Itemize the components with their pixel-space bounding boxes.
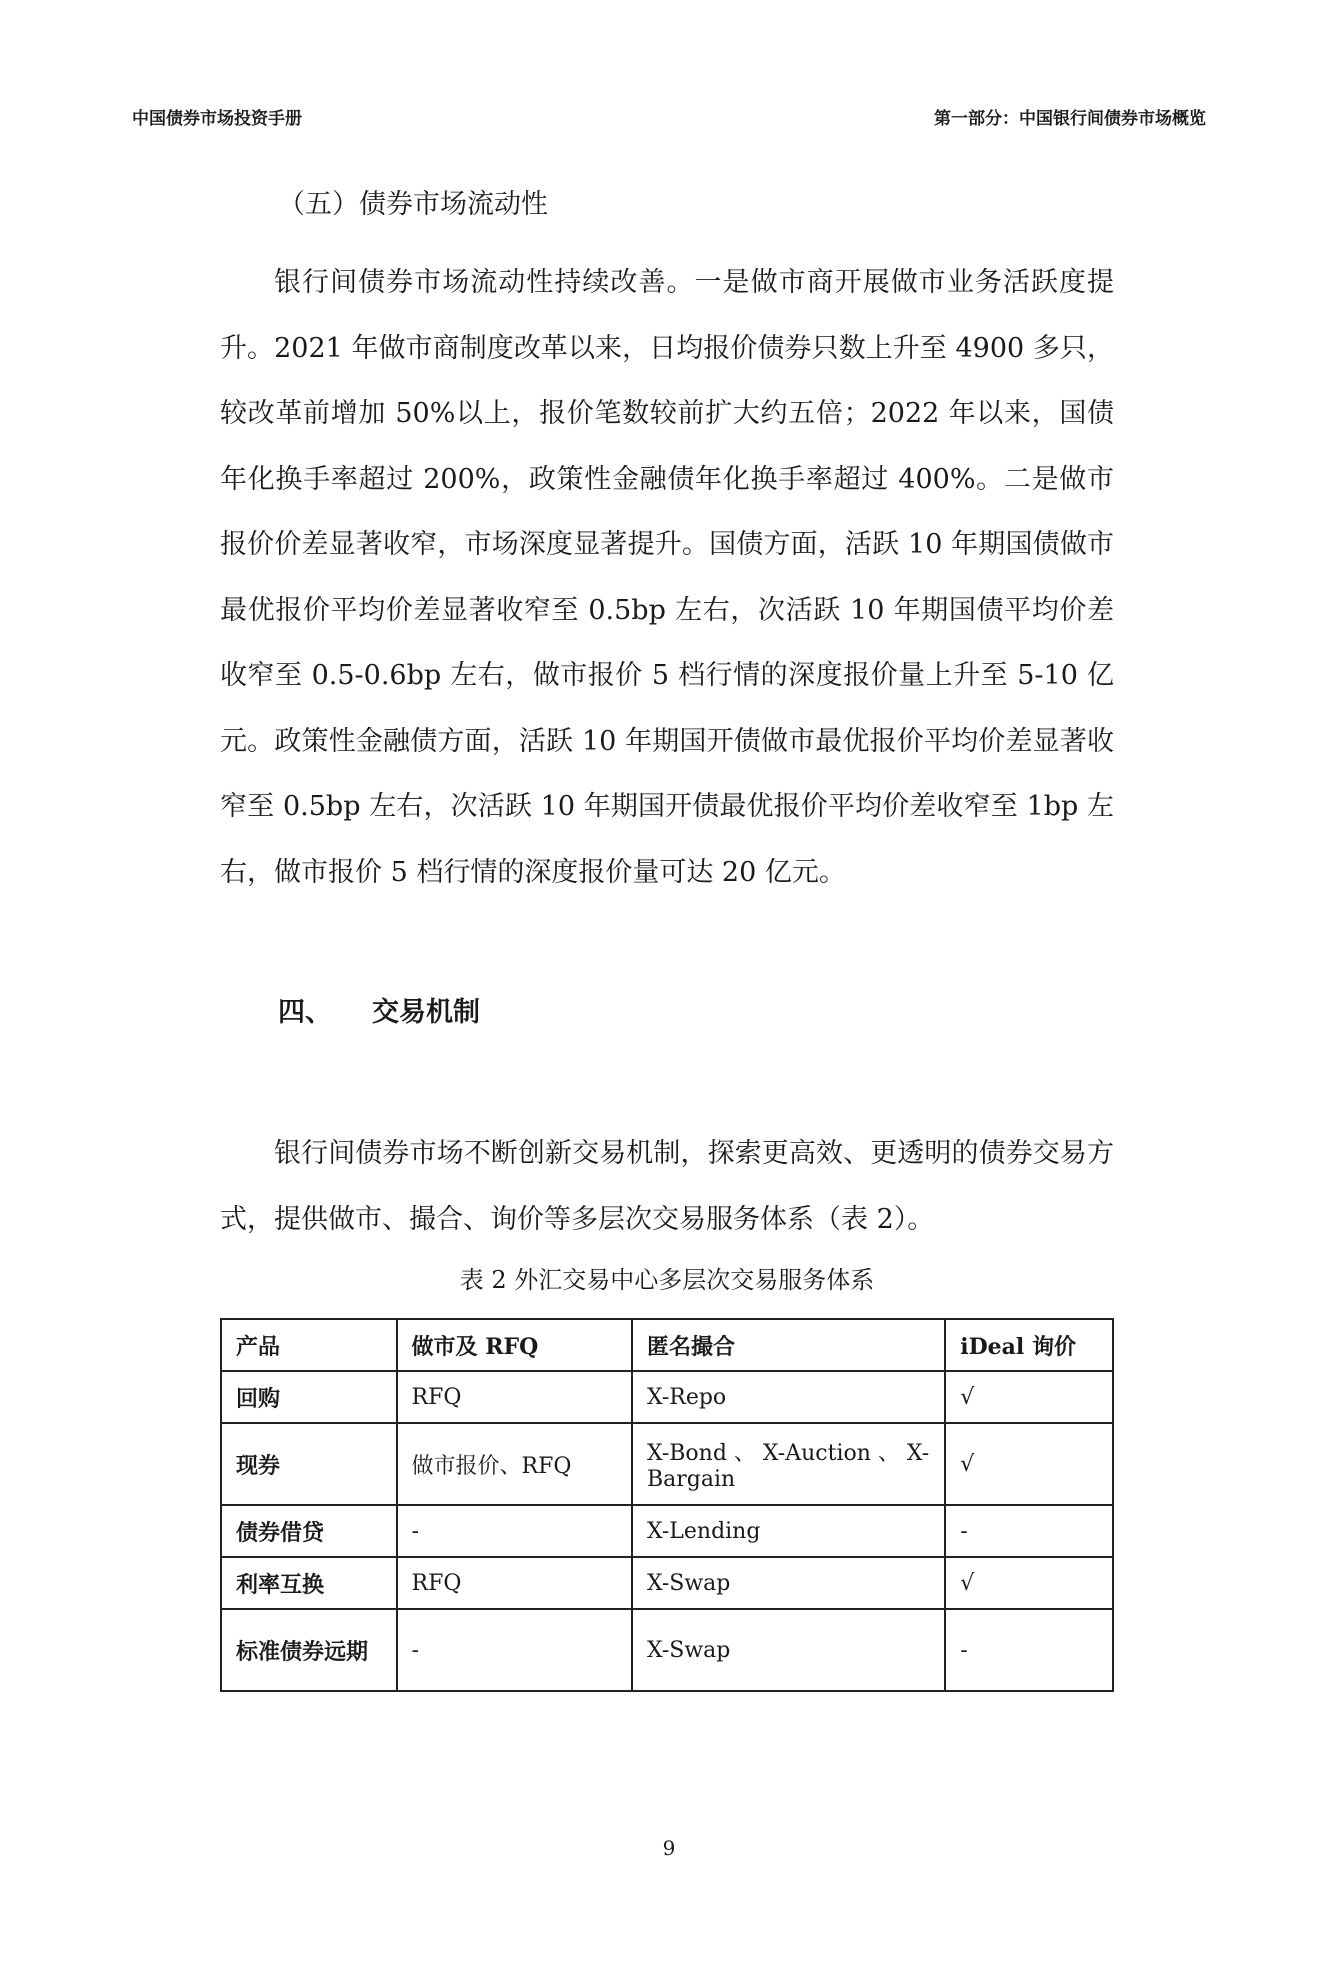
table-row <box>221 1505 1113 1557</box>
table-header-cell: 匿名撮合 <box>632 1319 945 1371</box>
table-row <box>221 1557 1113 1609</box>
table-cell: 做市报价、RFQ <box>397 1423 632 1505</box>
table-cell: 利率互换 <box>221 1557 397 1609</box>
liquidity-subheading: （五）债券市场流动性 <box>278 189 548 220</box>
table-row <box>221 1423 1113 1505</box>
table-cell: RFQ <box>397 1371 632 1423</box>
table-cell: √ <box>945 1371 1113 1423</box>
table-cell: X-Repo <box>632 1371 945 1423</box>
table-header-cell: 产品 <box>221 1319 397 1371</box>
table-cell: - <box>945 1609 1113 1691</box>
table-header-cell: iDeal 询价 <box>945 1319 1113 1371</box>
table-cell: X-Bond 、 X-Auction 、 X-Bargain <box>632 1423 945 1505</box>
table-cell: X-Swap <box>632 1609 945 1691</box>
page-content <box>220 178 1114 1692</box>
table-cell: √ <box>945 1423 1113 1505</box>
trading-mechanism-paragraph: 银行间债券市场不断创新交易机制，探索更高效、更透明的债券交易方式，提供做市、撮合、询价等多层次交易服务体系（表 2）。 <box>220 1138 1114 1235</box>
table-cell: 债券借贷 <box>221 1505 397 1557</box>
header-part-title: 第一部分：中国银行间债券市场概览 <box>934 109 1206 129</box>
table-cell: 现券 <box>221 1423 397 1505</box>
page-header <box>132 104 1206 129</box>
table-header-cell: 做市及 RFQ <box>397 1319 632 1371</box>
table-cell: √ <box>945 1557 1113 1609</box>
table-cell: - <box>397 1505 632 1557</box>
table-header-row <box>221 1319 1113 1371</box>
table-cell: 回购 <box>221 1371 397 1423</box>
table-cell: RFQ <box>397 1557 632 1609</box>
section-number: 四、 <box>278 997 332 1028</box>
section-title: 交易机制 <box>372 997 480 1028</box>
table-cell: - <box>397 1609 632 1691</box>
table-cell: - <box>945 1505 1113 1557</box>
table-cell: X-Lending <box>632 1505 945 1557</box>
table-row <box>221 1371 1113 1423</box>
table-cell: 标准债券远期 <box>221 1609 397 1691</box>
trading-service-table <box>220 1318 1114 1692</box>
table-cell: X-Swap <box>632 1557 945 1609</box>
header-book-title: 中国债券市场投资手册 <box>132 109 302 129</box>
liquidity-paragraph: 银行间债券市场流动性持续改善。一是做市商开展做市业务活跃度提升。2021 年做市商制度改革以来，日均报价债券只数上升至 4900 多只，较改革前增加 50%以上，报价笔数较前扩大约五倍；2022 年以来，国债年化换手率超过 200%，政策性金融债年化换手率超过 400%。二是做市报价价差显著收窄，市场深度显著提升。国债方面，活跃 10 年期国债做市最优报价平均价差显著收窄至 0.5bp 左右，次活跃 10 年期国债平均价差收窄至 0.5-0.6bp 左右，做市报价 5 档行情的深度报价量上升至 5-10 亿元。政策性金融债方面，活跃 10 年期国开债做市最优报价平均价差显著收窄至 0.5bp 左右，次活跃 10 年期国开债最优报价平均价差收窄至 1bp 左右，做市报价 5 档行情的深度报价量可达 20 亿元。 <box>220 267 1114 888</box>
table-row <box>221 1609 1113 1691</box>
table-caption: 表 2 外汇交易中心多层次交易服务体系 <box>459 1266 875 1294</box>
trading-mechanism-heading <box>278 993 1114 1033</box>
page-number: 9 <box>662 1836 676 1860</box>
